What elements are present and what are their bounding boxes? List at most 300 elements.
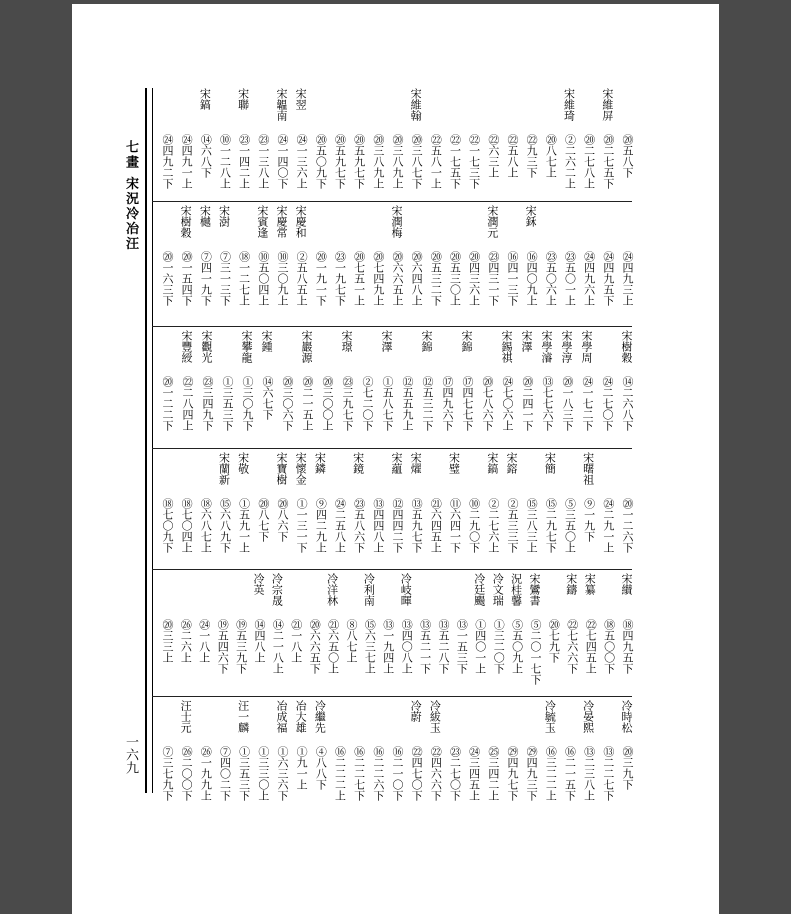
index-entry	[177, 205, 197, 323]
entry-reference: ㉔四九二下	[161, 134, 174, 189]
entry-name: 冷英	[252, 573, 265, 595]
index-entry	[360, 573, 380, 691]
index-entry	[484, 452, 504, 570]
index-entry	[235, 205, 255, 323]
entry-reference: ⑬二二七下	[601, 746, 615, 801]
index-entry	[465, 88, 485, 206]
entry-reference: ㉔一三六上	[295, 134, 309, 189]
index-entry	[526, 573, 546, 691]
index-entry	[158, 573, 178, 691]
entry-name: 宋蘭新	[217, 452, 231, 485]
index-entry	[541, 452, 561, 570]
entry-reference: ㉔一七二下	[581, 376, 594, 431]
entry-reference: ㉔四九一上	[180, 134, 194, 189]
index-entry	[503, 88, 523, 206]
entry-reference: ⑰四九六下	[441, 376, 454, 431]
entry-name: 冶成福	[275, 700, 288, 733]
index-entry	[379, 573, 399, 691]
index-entry	[254, 88, 274, 206]
entry-reference: ①三三〇上	[256, 746, 270, 801]
index-entry	[484, 205, 504, 323]
entry-reference: ①三二〇下	[492, 619, 506, 674]
entry-reference: ⑱一二七上	[237, 251, 251, 306]
entry-reference: ⑩三〇九上	[276, 251, 289, 306]
entry-reference: ⑳一二二下	[161, 376, 174, 431]
entry-reference: ⑧八七上	[345, 619, 358, 663]
entry-reference: ⑳五九七下	[333, 134, 347, 189]
entry-reference: ㉒五八上	[506, 134, 519, 178]
entry-reference: ⑩五〇四上	[256, 251, 270, 306]
entry-name: 宋學周	[580, 330, 593, 363]
entry-reference: ⑳三〇〇上	[321, 376, 334, 431]
entry-name: 冷毓玉	[543, 700, 557, 733]
index-entry	[465, 700, 485, 818]
entry-reference: ⑭二一八上	[271, 619, 285, 674]
index-entry	[407, 88, 427, 206]
index-entry	[618, 700, 638, 818]
index-entry	[216, 452, 236, 570]
entry-name: 宋鎬	[198, 88, 212, 110]
entry-reference: ㉑一八上	[289, 619, 303, 663]
index-entry	[254, 700, 274, 818]
entry-reference: ⑮三八三上	[525, 498, 539, 553]
entry-name: 汪一麟	[236, 700, 250, 733]
entry-reference: ⑬五二八下	[437, 619, 450, 674]
index-entry	[407, 700, 427, 818]
entry-reference: ⑲五四六下	[216, 619, 230, 674]
index-entry	[158, 452, 178, 570]
index-entry	[599, 452, 619, 570]
entry-name: 宋寶樹	[275, 452, 288, 485]
index-entry	[292, 205, 312, 323]
index-entry	[258, 330, 278, 448]
index-entry	[465, 452, 485, 570]
entry-reference: ②七二〇下	[361, 376, 374, 431]
entry-reference: ⑳七八六下	[481, 376, 494, 431]
entry-reference: ㉒七六六下	[565, 619, 579, 674]
index-entry	[580, 88, 600, 206]
entry-reference: ㉔二七〇下	[601, 376, 614, 431]
index-entry	[598, 330, 618, 448]
index-entry	[618, 330, 638, 448]
index-entry	[338, 330, 358, 448]
entry-reference: ⑳三三上	[161, 619, 174, 663]
entry-reference: ⑨一九下	[582, 498, 596, 542]
entry-reference: ㉑六五〇上	[326, 619, 340, 674]
entry-name: 宋樾	[198, 205, 212, 227]
entry-reference: ㉖一九九上	[199, 746, 213, 801]
index-entry	[331, 700, 351, 818]
index-entry	[235, 88, 255, 206]
index-entry	[287, 573, 307, 691]
entry-name: 宋維翰	[409, 88, 423, 121]
entry-name: 宋潤元	[485, 205, 499, 238]
entry-reference: ⑳二一五上	[301, 376, 314, 431]
entry-reference: ㉒九三下	[525, 134, 539, 178]
entry-reference: ⑯二一五下	[563, 746, 577, 801]
entry-name: 宋錫祺	[500, 330, 513, 363]
entry-name: 宋澍	[217, 205, 231, 227]
index-entry	[216, 700, 236, 818]
entry-reference: ⑤二〇一七下	[529, 619, 542, 685]
index-entry	[318, 330, 338, 448]
entry-reference: ⑫五三二下	[421, 376, 434, 431]
index-entry	[398, 330, 418, 448]
index-entry	[273, 700, 293, 818]
entry-name: 宋鑄	[564, 573, 578, 595]
index-entry	[471, 573, 491, 691]
entry-reference: ㉓一四二上	[237, 134, 251, 189]
entry-name: 宋鉌	[524, 205, 538, 227]
entry-reference: ㉙四九七下	[506, 746, 519, 801]
entry-reference: ⑯四一三下	[506, 251, 519, 306]
entry-reference: ⑦四〇二下	[218, 746, 232, 801]
entry-name: 宋慶常	[275, 205, 288, 238]
entry-reference: ⑪六四一下	[448, 498, 462, 553]
entry-reference: ⑳五〇九下	[314, 134, 328, 189]
index-entry	[544, 573, 564, 691]
entry-reference: ⑩二九〇下	[467, 498, 481, 553]
index-entry	[484, 700, 504, 818]
entry-reference: ②二六二上	[563, 134, 577, 189]
index-entry	[558, 330, 578, 448]
entry-name: 宋巖源	[300, 330, 313, 363]
entry-reference: ㉔七〇六上	[501, 376, 514, 431]
entry-reference: ⑨四二九上	[314, 498, 328, 553]
entry-reference: ⑤五〇九上	[510, 619, 524, 674]
entry-reference: ⑳一二六下	[621, 498, 634, 553]
entry-name: 冶大雄	[294, 700, 308, 733]
index-entry	[198, 330, 218, 448]
entry-reference: ㉑六四五上	[429, 498, 443, 553]
entry-reference: ⑳二四一下	[521, 376, 534, 431]
entry-reference: ⑳六六五上	[391, 251, 404, 306]
entry-reference: ⑯二二七下	[352, 746, 366, 801]
index-entry	[388, 88, 408, 206]
entry-reference: ㉓一九七下	[333, 251, 347, 306]
entry-reference: ⑳一五四下	[180, 251, 194, 306]
index-entry	[350, 452, 370, 570]
entry-reference: ㉓四三一下	[486, 251, 500, 306]
entry-name: 宋澤	[380, 330, 393, 352]
entry-reference: ①三五三下	[237, 746, 251, 801]
entry-name: 宋纉	[620, 573, 633, 595]
entry-reference: ⑦四一九下	[199, 251, 213, 306]
entry-reference: ⑱六八七上	[199, 498, 213, 553]
entry-reference: ㉖二六上	[179, 619, 193, 663]
entry-reference: ㉔二九一上	[601, 498, 615, 553]
index-entry	[561, 700, 581, 818]
entry-reference: ㉒六三上	[486, 134, 500, 178]
index-entry	[618, 88, 638, 206]
entry-reference: ①三五三下	[221, 376, 234, 431]
entry-reference: ⑯三二二上	[544, 746, 558, 801]
entry-reference: ⑳六六五下	[308, 619, 322, 674]
entry-name: 冷繼先	[313, 700, 327, 733]
index-entry	[273, 205, 293, 323]
entry-name: 宋璟	[340, 330, 353, 352]
index-entry	[503, 205, 523, 323]
entry-name: 宋藴	[390, 452, 403, 474]
row-separator	[152, 448, 632, 449]
index-entry	[508, 573, 528, 691]
index-entry	[438, 330, 458, 448]
entry-reference: ⑳八六下	[276, 498, 289, 542]
index-entry	[350, 700, 370, 818]
entry-reference: ⑳一八三下	[561, 376, 574, 431]
index-entry	[600, 573, 620, 691]
entry-name: 宋聯	[236, 88, 250, 110]
index-entry	[434, 573, 454, 691]
index-entry	[618, 452, 638, 570]
entry-name: 冷紱玉	[428, 700, 442, 733]
entry-reference: ㉒四六六下	[429, 746, 443, 801]
index-entry	[388, 700, 408, 818]
index-entry	[489, 573, 509, 691]
entry-reference: ⑱五〇〇下	[602, 619, 616, 674]
index-entry	[158, 88, 178, 206]
entry-reference: ㉓二七〇下	[448, 746, 462, 801]
entry-reference: ⑳一六三下	[161, 251, 174, 306]
entry-reference: ⑬四四八上	[371, 498, 385, 553]
index-entry	[581, 573, 601, 691]
entry-name: 宋翌	[294, 88, 308, 110]
index-entry	[213, 573, 233, 691]
index-entry	[446, 452, 466, 570]
index-entry	[541, 205, 561, 323]
row-separator	[152, 696, 632, 697]
entry-reference: ㉓三九七下	[341, 376, 354, 431]
entry-reference: ㉓五八六下	[352, 498, 366, 553]
index-entry	[599, 205, 619, 323]
entry-reference: ㉓五〇六上	[544, 251, 558, 306]
index-entry	[388, 205, 408, 323]
row-separator	[152, 569, 632, 570]
entry-reference: ⑭二六八下	[621, 376, 634, 431]
entry-reference: ㉒四七〇下	[410, 746, 424, 801]
entry-name: 宋鏡	[351, 452, 365, 474]
entry-reference: ⑱四九五下	[621, 619, 634, 674]
index-entry	[541, 88, 561, 206]
index-entry	[538, 330, 558, 448]
entry-reference: ⑬五二一下	[418, 619, 432, 674]
entry-reference: ①六三六下	[276, 746, 289, 801]
index-entry	[484, 88, 504, 206]
index-entry	[273, 452, 293, 570]
entry-reference: ⑰四七七下	[461, 376, 474, 431]
index-entry	[278, 330, 298, 448]
index-entry	[216, 88, 236, 206]
entry-reference: ①五八七下	[381, 376, 394, 431]
index-entry	[378, 330, 398, 448]
entry-name: 宋觀光	[200, 330, 213, 363]
entry-reference: ⑬一九四上	[381, 619, 395, 674]
entry-reference: ㉓一三八上	[256, 134, 270, 189]
entry-reference: ㉔一八上	[197, 619, 211, 663]
index-entry	[618, 573, 638, 691]
entry-reference: ⑬一五三下	[455, 619, 469, 674]
index-entry	[446, 700, 466, 818]
entry-reference: ①九一上	[295, 746, 309, 790]
entry-name: 宋豐綬	[180, 330, 193, 363]
index-entry	[522, 88, 542, 206]
entry-reference: ⑳四三六上	[467, 251, 481, 306]
index-entry	[250, 573, 270, 691]
entry-reference: ⑳五三二下	[429, 251, 443, 306]
entry-reference: ㉔二五八上	[333, 498, 347, 553]
index-entry	[369, 452, 389, 570]
entry-reference: ⑳八七上	[544, 134, 558, 178]
entry-reference: ⑳六四八上	[410, 251, 424, 306]
entry-name: 冷利南	[362, 573, 376, 606]
entry-reference: ⑳三八九上	[391, 134, 404, 189]
entry-name: 況桂馨	[509, 573, 523, 606]
entry-name: 冷文瑞	[491, 573, 505, 606]
index-entry	[426, 88, 446, 206]
entry-reference: ⑭四八上	[253, 619, 266, 663]
index-entry	[599, 700, 619, 818]
entry-name: 宋賓逢	[255, 205, 269, 238]
entry-reference: ⑳一九一下	[314, 251, 328, 306]
entry-name: 宋慶和	[294, 205, 308, 238]
index-entry	[388, 452, 408, 570]
index-entry	[196, 205, 216, 323]
entry-reference: ⑫四四二下	[391, 498, 404, 553]
index-entry	[311, 700, 331, 818]
entry-reference: ⑳二七五下	[601, 134, 615, 189]
entry-reference: ②五三三下	[506, 498, 519, 553]
index-entry	[158, 205, 178, 323]
entry-reference: ②二七六上	[486, 498, 500, 553]
index-entry	[232, 573, 252, 691]
entry-reference: ㉔一四〇下	[276, 134, 289, 189]
entry-reference: ㉓三四九下	[201, 376, 214, 431]
entry-reference: ①三〇九下	[241, 376, 254, 431]
entry-reference: ⑳三八七下	[410, 134, 424, 189]
entry-reference: ⑲五三九下	[234, 619, 248, 674]
index-entry	[407, 452, 427, 570]
entry-reference: ⑦三一三下	[218, 251, 232, 306]
index-entry	[331, 205, 351, 323]
entry-name: 宋鸞書	[528, 573, 541, 606]
entry-reference: ⑳七九下	[547, 619, 561, 663]
index-entry	[178, 330, 198, 448]
entry-reference: ⑮六八九下	[218, 498, 232, 553]
index-entry	[446, 88, 466, 206]
index-entry	[426, 452, 446, 570]
index-entry	[350, 88, 370, 206]
index-entry	[561, 452, 581, 570]
entry-reference: ⑬四〇八上	[400, 619, 414, 674]
entry-reference: ㉕三四二上	[486, 746, 500, 801]
entry-reference: ㉒一七五下	[448, 134, 462, 189]
index-entry	[580, 452, 600, 570]
index-entry	[369, 205, 389, 323]
entry-name: 冷蔚	[409, 700, 423, 722]
entry-name: 宋鏻	[313, 452, 327, 474]
index-entry	[498, 330, 518, 448]
entry-reference: ⑳三〇六下	[281, 376, 294, 431]
entry-reference: ⑯二二六下	[371, 746, 385, 801]
entry-reference: ㉒二八四上	[181, 376, 194, 431]
entry-reference: ⑳五三〇上	[448, 251, 462, 306]
index-entry	[426, 700, 446, 818]
page-header-title: 七畫 宋況冷冶汪	[123, 140, 138, 252]
index-entry	[407, 205, 427, 323]
index-entry	[369, 700, 389, 818]
index-entry	[158, 700, 178, 818]
entry-name: 汪士元	[179, 700, 193, 733]
index-entry	[235, 452, 255, 570]
index-entry	[446, 205, 466, 323]
entry-reference: ⑭六七下	[261, 376, 274, 420]
index-entry	[292, 88, 312, 206]
entry-reference: ⑬二三八上	[582, 746, 596, 801]
index-entry	[268, 573, 288, 691]
index-entry	[563, 573, 583, 691]
entry-reference: ⑭六八下	[199, 134, 213, 178]
index-entry	[522, 205, 542, 323]
entry-reference: ⑩一二八上	[218, 134, 232, 189]
entry-reference: ㉒一七三下	[467, 134, 481, 189]
entry-reference: ⑳三九下	[621, 746, 634, 790]
index-entry	[331, 88, 351, 206]
index-entry	[292, 700, 312, 818]
entry-reference: ①四〇一上	[473, 619, 487, 674]
index-entry	[218, 330, 238, 448]
entry-name: 宋學濬	[540, 330, 553, 363]
index-entry	[458, 330, 478, 448]
entry-name: 宋鍾	[260, 330, 273, 352]
entry-name: 冷時松	[620, 700, 633, 733]
index-entry	[465, 205, 485, 323]
entry-name: 宋鎬	[485, 452, 499, 474]
index-entry	[235, 700, 255, 818]
index-entry	[561, 88, 581, 206]
index-entry	[216, 205, 236, 323]
entry-name: 宋樹穀	[620, 330, 633, 363]
entry-reference: ⑮二九七下	[544, 498, 558, 553]
index-entry	[350, 205, 370, 323]
index-entry	[196, 88, 216, 206]
entry-reference: ①五九一上	[237, 498, 251, 553]
entry-reference: ⑬五九七下	[410, 498, 424, 553]
entry-name: 宋樹穀	[179, 205, 193, 238]
index-entry	[580, 205, 600, 323]
entry-name: 冷宗晟	[270, 573, 284, 606]
index-entry	[369, 88, 389, 206]
entry-name: 宋韞南	[275, 88, 288, 121]
index-entry	[518, 330, 538, 448]
index-entry	[418, 330, 438, 448]
entry-reference: ⑯二二二上	[333, 746, 347, 801]
index-entry	[503, 452, 523, 570]
entry-name: 宋懷金	[294, 452, 308, 485]
entry-reference: ⑳五八下	[621, 134, 634, 178]
entry-reference: ⑳二七八上	[582, 134, 596, 189]
entry-reference: ㉒五八一上	[429, 134, 443, 189]
index-entry	[358, 330, 378, 448]
entry-reference: ⑮六三七上	[363, 619, 377, 674]
index-entry	[158, 330, 178, 448]
index-entry	[452, 573, 472, 691]
entry-reference: ㉓五〇一上	[563, 251, 577, 306]
entry-name: 冷廷颺	[472, 573, 486, 606]
entry-reference: ①一三一下	[295, 498, 309, 553]
index-entry	[580, 700, 600, 818]
entry-reference: ㉙四九三下	[525, 746, 539, 801]
index-entry	[324, 573, 344, 691]
